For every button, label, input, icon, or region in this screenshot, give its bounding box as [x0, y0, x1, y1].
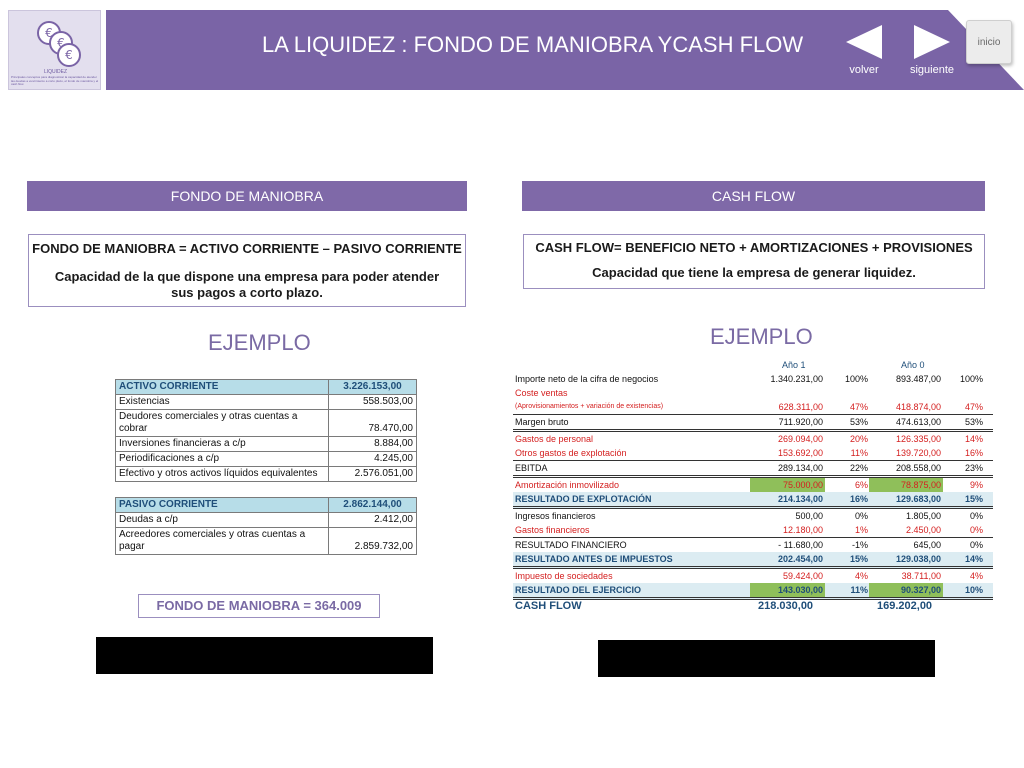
table-row — [513, 492, 993, 509]
table-row — [116, 452, 417, 467]
year1-percent: 47% — [849, 402, 868, 412]
activo-head-value: 3.226.153,00 — [329, 380, 417, 395]
fondo-maniobra-definition — [28, 234, 466, 307]
year0-value: 139.720,00 — [895, 448, 941, 458]
year0-percent: 100% — [959, 374, 983, 384]
slide-thumbnail — [8, 10, 101, 90]
row-label: Efectivo y otros activos líquidos equivalentes — [116, 467, 329, 482]
year0-percent: 0% — [969, 525, 983, 535]
triangle-left-icon — [844, 24, 884, 60]
column-header-year1: Año 1 — [782, 360, 806, 370]
row-label: RESULTADO FINANCIERO — [515, 540, 627, 550]
row-label: Gastos de personal — [515, 434, 594, 444]
thumbnail-description: Principales conceptos para diagnosticar la capacidad de atender las deudas a vencimiento a corto plazo, el fondo de maniobra y el cash flow — [11, 75, 99, 87]
year0-value: 418.874,00 — [895, 402, 941, 412]
pasivo-head-label: PASIVO CORRIENTE — [116, 498, 329, 513]
home-button[interactable]: inicio — [966, 20, 1012, 64]
year1-value: 12.180,00 — [782, 525, 823, 535]
year0-value: 78.875,00 — [900, 480, 941, 490]
next-label: siguiente — [909, 64, 955, 76]
year1-value: 269.094,00 — [777, 434, 823, 444]
cash-flow-total-year1: 218.030,00 — [758, 600, 814, 612]
cash-flow-definition — [523, 234, 985, 289]
table-row — [513, 432, 993, 446]
year1-percent: 53% — [849, 417, 868, 427]
activo-corriente-table — [115, 379, 417, 482]
table-row — [513, 552, 993, 569]
fondo-maniobra-description: Capacidad de la que dispone una empresa para poder atender sus pagos a corto plazo. — [54, 269, 440, 300]
svg-text:€: € — [45, 26, 53, 40]
table-row — [116, 437, 417, 452]
cash-flow-formula: CASH FLOW= BENEFICIO NETO + AMORTIZACIONES + PROVISIONES — [535, 240, 973, 255]
year1-percent: 4% — [854, 571, 868, 581]
page-title: LA LIQUIDEZ : FONDO DE MANIOBRA YCASH FLOW — [262, 32, 804, 57]
year0-value: 129.683,00 — [895, 494, 941, 504]
year0-percent: 15% — [964, 494, 983, 504]
year1-value: 711.920,00 — [778, 417, 823, 427]
year1-percent: 11% — [850, 585, 868, 595]
row-value: 2.412,00 — [329, 513, 417, 528]
right-example-title: EJEMPLO — [710, 324, 813, 349]
table-row — [513, 509, 993, 523]
row-value: 558.503,00 — [329, 395, 417, 410]
table-row — [116, 513, 417, 528]
row-label: Deudores comerciales y otras cuentas a cobrar — [116, 410, 329, 437]
year1-value: 628.311,00 — [778, 402, 823, 412]
pasivo-head-row — [116, 498, 417, 513]
year0-percent: 53% — [964, 417, 983, 427]
thumbnail-label: LIQUIDEZ — [43, 69, 68, 75]
year1-value: 500,00 — [795, 511, 823, 521]
year1-value: 214.134,00 — [777, 494, 823, 504]
back-label: volver — [849, 64, 879, 76]
euro-coins-icon — [35, 19, 87, 71]
triangle-right-icon — [912, 24, 952, 60]
row-label: Deudas a c/p — [116, 513, 329, 528]
year1-percent: 16% — [849, 494, 868, 504]
row-label: (Aprovisionamientos + variación de existencias) — [515, 403, 664, 410]
year0-percent: 9% — [969, 480, 983, 490]
pasivo-corriente-table — [115, 497, 417, 555]
row-label: Impuesto de sociedades — [515, 571, 613, 581]
table-row — [513, 583, 993, 600]
year1-percent: 11% — [850, 448, 868, 458]
row-value: 78.470,00 — [329, 410, 417, 437]
table-row — [513, 400, 993, 414]
svg-text:€: € — [65, 48, 73, 62]
table-row — [513, 523, 993, 537]
year0-percent: 47% — [964, 402, 983, 412]
table-row — [513, 414, 993, 432]
year0-percent: 23% — [964, 463, 983, 473]
year0-value: 90.327,00 — [900, 585, 941, 595]
row-label: Otros gastos de explotación — [515, 448, 627, 458]
row-label: Amortización inmovilizado — [515, 480, 620, 490]
table-row — [116, 410, 417, 437]
year0-percent: 4% — [969, 571, 983, 581]
year1-value: 75.000,00 — [782, 480, 823, 490]
next-button[interactable] — [910, 24, 954, 74]
table-row — [513, 460, 993, 478]
year0-value: 38.711,00 — [901, 571, 941, 581]
row-value: 4.245,00 — [329, 452, 417, 467]
back-button[interactable] — [842, 24, 886, 74]
row-label: RESULTADO DE EXPLOTACIÓN — [515, 494, 652, 504]
row-value: 8.884,00 — [329, 437, 417, 452]
year0-percent: 14% — [964, 554, 983, 564]
fondo-maniobra-result: FONDO DE MANIOBRA = 364.009 — [138, 594, 380, 618]
row-label: Acreedores comerciales y otras cuentas a pagar — [116, 528, 329, 555]
row-label: Existencias — [116, 395, 329, 410]
redacted-bar-right — [598, 640, 935, 677]
year1-value: 153.692,00 — [777, 448, 823, 458]
row-label: Inversiones financieras a c/p — [116, 437, 329, 452]
year1-percent: 6% — [854, 480, 868, 490]
row-label: RESULTADO ANTES DE IMPUESTOS — [515, 554, 673, 564]
year1-percent: 0% — [854, 511, 868, 521]
left-example-title: EJEMPLO — [208, 330, 311, 355]
year1-percent: -1% — [851, 540, 868, 550]
table-row — [513, 537, 993, 552]
year1-percent: 20% — [849, 434, 868, 444]
redacted-bar-left — [96, 637, 433, 674]
year1-value: 289.134,00 — [777, 463, 823, 473]
row-label: RESULTADO DEL EJERCICIO — [515, 585, 642, 595]
cash-flow-description: Capacidad que tiene la empresa de generar liquidez. — [592, 265, 916, 280]
table-row — [513, 446, 993, 460]
year0-percent: 14% — [964, 434, 983, 444]
year1-value: 1.340.231,00 — [770, 374, 823, 384]
table-row — [116, 467, 417, 482]
table-row — [513, 478, 993, 492]
cash-flow-total-year0: 169.202,00 — [877, 600, 933, 612]
cash-flow-section-bar: CASH FLOW — [522, 181, 985, 211]
year0-value: 645,00 — [913, 540, 941, 550]
table-row — [116, 395, 417, 410]
row-label: Importe neto de la cifra de negocios — [515, 374, 659, 384]
table-row — [513, 386, 993, 400]
row-label: Ingresos financieros — [515, 511, 596, 521]
year1-value: 202.454,00 — [777, 554, 823, 564]
year0-value: 474.613,00 — [895, 417, 941, 427]
pasivo-head-value: 2.862.144,00 — [329, 498, 417, 513]
year0-percent: 16% — [964, 448, 983, 458]
svg-text:€: € — [57, 36, 65, 50]
row-value: 2.859.732,00 — [329, 528, 417, 555]
year1-percent: 1% — [854, 525, 868, 535]
row-label: Gastos financieros — [515, 525, 590, 535]
year1-value: - 11.680,00 — [778, 540, 823, 550]
column-header-year0: Año 0 — [901, 360, 925, 370]
year1-percent: 15% — [849, 554, 868, 564]
row-label: Periodificaciones a c/p — [116, 452, 329, 467]
year1-percent: 22% — [849, 463, 868, 473]
income-statement-table — [513, 372, 993, 600]
year0-value: 126.335,00 — [895, 434, 941, 444]
fondo-maniobra-formula: FONDO DE MANIOBRA = ACTIVO CORRIENTE – PASIVO CORRIENTE — [32, 241, 462, 256]
year0-value: 129.038,00 — [895, 554, 941, 564]
year1-percent: 100% — [844, 374, 868, 384]
year0-percent: 10% — [964, 585, 983, 595]
year0-value: 1.805,00 — [905, 511, 941, 521]
year0-value: 893.487,00 — [895, 374, 941, 384]
row-value: 2.576.051,00 — [329, 467, 417, 482]
fondo-maniobra-section-bar: FONDO DE MANIOBRA — [27, 181, 467, 211]
year0-value: 2.450,00 — [905, 525, 941, 535]
cash-flow-total-label: CASH FLOW — [515, 600, 582, 612]
year0-percent: 0% — [969, 511, 983, 521]
row-label: EBITDA — [515, 463, 548, 473]
table-row — [513, 569, 993, 583]
row-label: Margen bruto — [515, 417, 569, 427]
year0-value: 208.558,00 — [895, 463, 941, 473]
year0-percent: 0% — [969, 540, 983, 550]
activo-head-label: ACTIVO CORRIENTE — [116, 380, 329, 395]
table-row — [513, 372, 993, 386]
activo-head-row — [116, 380, 417, 395]
year1-value: 143.030,00 — [777, 585, 823, 595]
year1-value: 59.424,00 — [782, 571, 823, 581]
table-row — [116, 528, 417, 555]
row-label: Coste ventas — [515, 388, 568, 398]
